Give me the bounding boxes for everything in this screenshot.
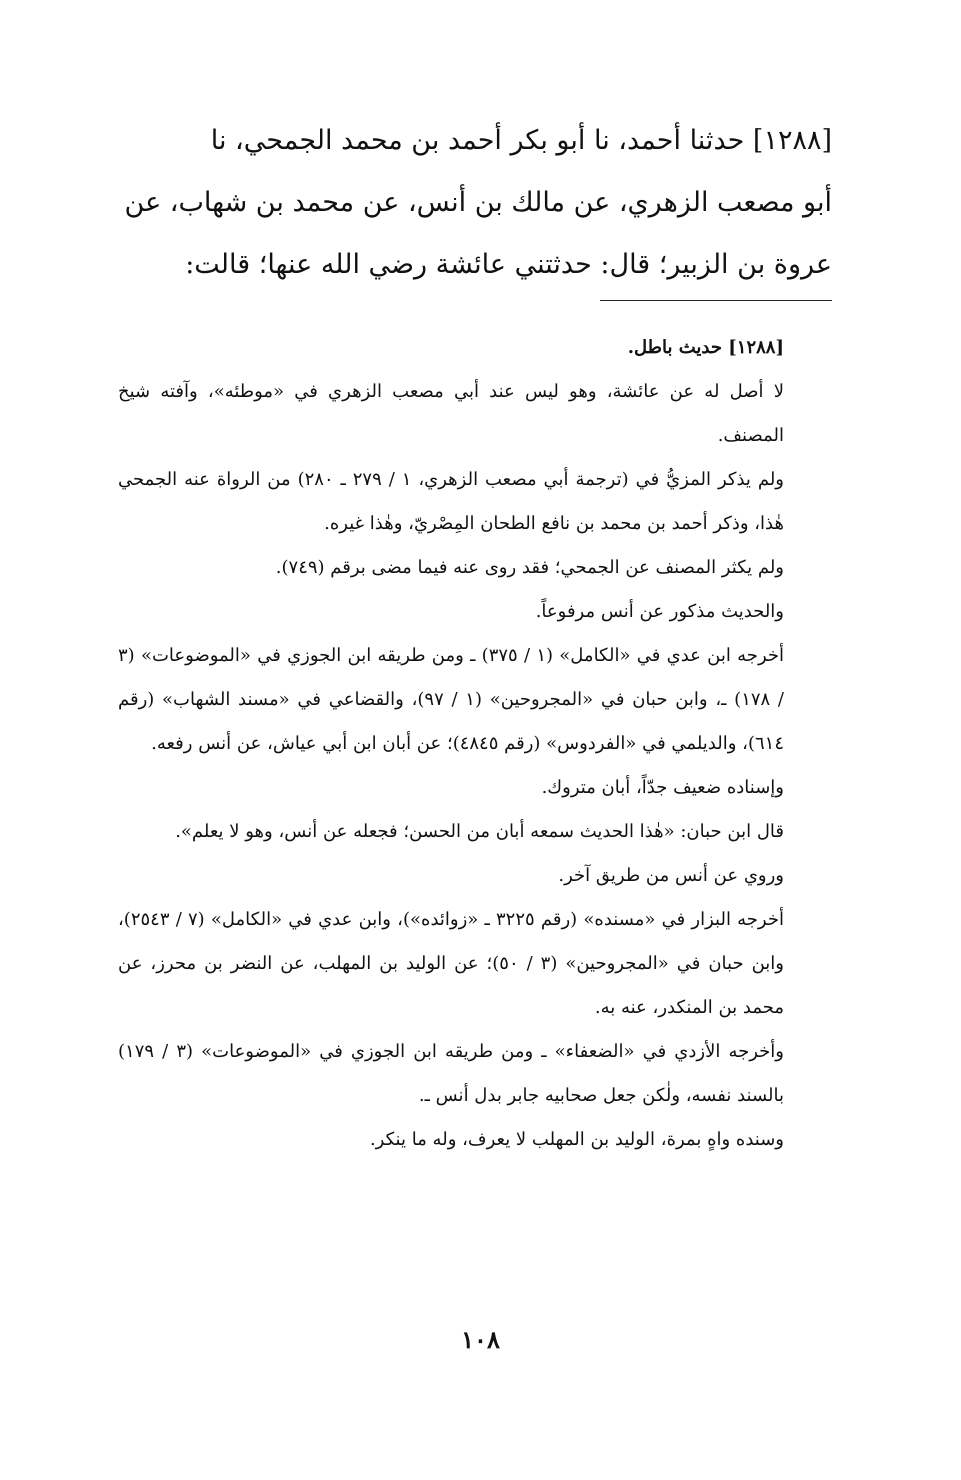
footnote-paragraph: وإسناده ضعيف جدّاً، أبان متروك. — [541, 777, 784, 798]
footnote-paragraph: أخرجه ابن عدي في «الكامل» (١ / ٣٧٥) ـ ومن طريقه ابن الجوزي في «الموضوعات» (٣ / ١٧٨) ـ، وابن حبان في «المجروحين» (١ / ٩٧)، والقضاعي في «مسند الشهاب» (رقم ٦١٤)، والديلمي في «الفردوس» (رقم ٤٨٤٥)؛ عن أبان ابن أبي عياش، عن أنس رفعه. — [118, 645, 785, 754]
footnote-title: [١٢٨٨] حديث باطل. — [627, 337, 784, 358]
main-line: أبو مصعب الزهري، عن مالك بن أنس، عن محمد بن شهاب، عن — [124, 187, 832, 218]
footnote-paragraph: لا أصل له عن عائشة، وهو ليس عند أبي مصعب الزهري في «موطئه»، وآفته شيخ المصنف. — [118, 381, 784, 446]
main-text — [100, 110, 832, 296]
page-number: ١٠٨ — [461, 1325, 500, 1354]
footnote-paragraph: والحديث مذكور عن أنس مرفوعاً. — [535, 601, 784, 622]
footnotes — [118, 326, 832, 1162]
footnote-paragraph: أخرجه البزار في «مسنده» (رقم ٣٢٢٥ ـ «زوائده»)، وابن عدي في «الكامل» (٧ / ٢٥٤٣)، وابن حبان في «المجروحين» (٣ / ٥٠)؛ عن الوليد بن المهلب، عن النضر بن محرز، عن محمد بن المنكدر، عنه به. — [118, 909, 784, 1018]
main-line: عروة بن الزبير؛ قال: حدثتني عائشة رضي الله عنها؛ قالت: — [185, 249, 832, 280]
footnote-paragraph: وروي عن أنس من طريق آخر. — [558, 865, 784, 886]
footnote-paragraph: ولم يذكر المزيُّ في (ترجمة أبي مصعب الزهري، ١ / ٢٧٩ ـ ٢٨٠) من الرواة عنه الجمحي هٰذا، وذكر أحمد بن محمد بن نافع الطحان المِصْريّ، وهٰذا غيره. — [118, 469, 785, 534]
footnote-paragraph: وسنده واهٍ بمرة، الوليد بن المهلب لا يعرف، وله ما ينكر. — [369, 1129, 784, 1150]
main-line: [١٢٨٨] حدثنا أحمد، نا أبو بكر أحمد بن محمد الجمحي، نا — [210, 125, 832, 156]
footnote-separator — [600, 300, 832, 301]
footnote-paragraph: قال ابن حبان: «هٰذا الحديث سمعه أبان من الحسن؛ فجعله عن أنس، وهو لا يعلم». — [175, 821, 784, 842]
footnote-paragraph: ولم يكثر المصنف عن الجمحي؛ فقد روى عنه فيما مضى برقم (٧٤٩). — [275, 557, 784, 578]
footnote-paragraph: وأخرجه الأزدي في «الضعفاء» ـ ومن طريقه ابن الجوزي في «الموضوعات» (٣ / ١٧٩) بالسند نفسه، ولٰكن جعل صحابيه جابر بدل أنس ـ. — [118, 1041, 785, 1106]
